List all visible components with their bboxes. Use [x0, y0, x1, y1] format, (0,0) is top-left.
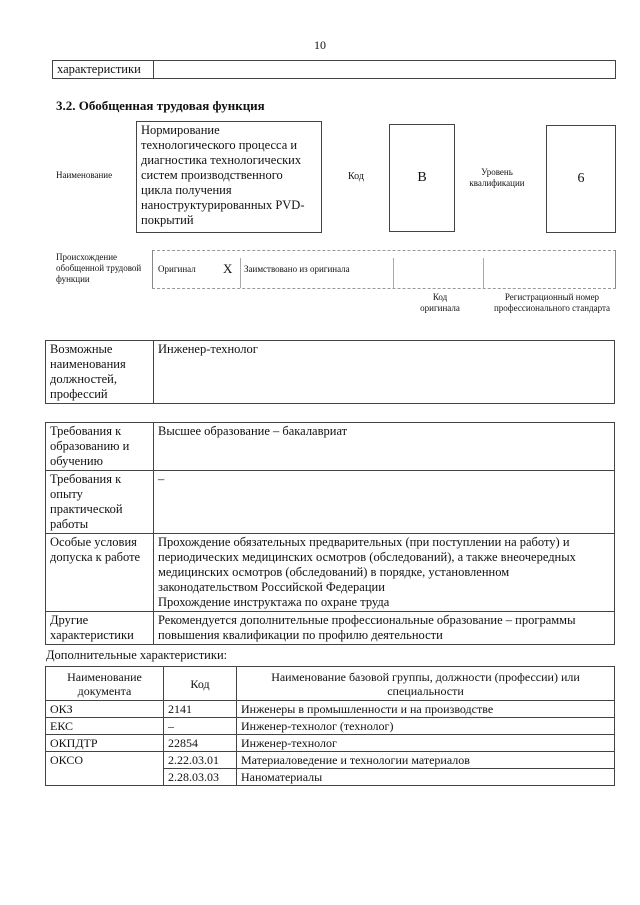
- origin-label: Происхождение обобщенной трудовой функции: [56, 252, 142, 284]
- positions-table: [45, 340, 615, 404]
- cell-code: –: [164, 718, 237, 735]
- additional-title: Дополнительные характеристики:: [46, 648, 228, 662]
- table-row: [46, 718, 615, 735]
- level-label: Уровень квалификации: [469, 167, 525, 188]
- cell-name: Инженер-технолог: [237, 735, 615, 752]
- cell-code: 2.28.03.03: [164, 769, 237, 786]
- positions-value: Инженер-технолог: [154, 341, 615, 404]
- cell-document: ОКПДТР: [46, 735, 164, 752]
- name-label: Наименование: [56, 170, 113, 180]
- top-row-label: характеристики: [57, 62, 141, 76]
- cell-code: 2.22.03.01: [164, 752, 237, 769]
- requirement-label: Требования к образованию и обучению: [46, 423, 154, 471]
- cell-document: ЕКС: [46, 718, 164, 735]
- top-row: [52, 60, 616, 79]
- page-number: 10: [314, 38, 326, 52]
- requirement-line: Прохождение обязательных предварительных (при поступлении на работу) и периодических медицинских осмотров (обследований), а также внеочередных медицинских осмотров (обследований) в порядке, установленном законодательством Российской Федерации: [158, 535, 576, 594]
- level-box: 6: [546, 125, 616, 233]
- cell-name: Наноматериалы: [237, 769, 615, 786]
- cell-name: Материаловедение и технологии материалов: [237, 752, 615, 769]
- header-code: Код: [164, 667, 237, 701]
- origin-borrowed: Заимствовано из оригинала: [244, 264, 350, 274]
- requirement-label: Другие характеристики: [46, 612, 154, 645]
- origin-original: Оригинал: [158, 264, 196, 274]
- header-document: Наименование документа: [46, 667, 164, 701]
- cell-name: Инженер-технолог (технолог): [237, 718, 615, 735]
- requirement-value: –: [154, 471, 615, 534]
- requirements-table: [45, 422, 615, 645]
- function-name-box: Нормирование технологического процесса и диагностика технологических систем производственного цикла получения наноструктурированных PVD-покрытий: [136, 121, 322, 233]
- reg-number-label: Регистрационный номер профессионального стандарта: [493, 292, 611, 313]
- requirements-row: [46, 534, 615, 612]
- requirements-row: [46, 612, 615, 645]
- cell-code: 22854: [164, 735, 237, 752]
- requirement-label: Особые условия допуска к работе: [46, 534, 154, 612]
- table-row: [46, 735, 615, 752]
- code-box: B: [389, 124, 455, 232]
- requirement-value: [154, 534, 615, 612]
- code-original-label: Код оригинала: [420, 292, 460, 313]
- cell-name: Инженеры в промышленности и на производстве: [237, 701, 615, 718]
- requirement-label: Требования к опыту практической работы: [46, 471, 154, 534]
- cell-document: ОКСО: [46, 752, 164, 786]
- requirement-value: Высшее образование – бакалавриат: [154, 423, 615, 471]
- code-label: Код: [348, 171, 364, 182]
- section-title: 3.2. Обобщенная трудовая функция: [56, 98, 265, 113]
- additional-table: [45, 666, 615, 786]
- cell-document: ОКЗ: [46, 701, 164, 718]
- header-name: Наименование базовой группы, должности (профессии) или специальности: [237, 667, 615, 701]
- origin-mark: X: [223, 261, 233, 276]
- requirement-value: Рекомендуется дополнительные профессиональные образование – программы повышения квалификации по профилю деятельности: [154, 612, 615, 645]
- requirements-row: [46, 471, 615, 534]
- cell-code: 2141: [164, 701, 237, 718]
- positions-label: Возможные наименования должностей, профессий: [46, 341, 154, 404]
- table-row: [46, 701, 615, 718]
- requirements-row: [46, 423, 615, 471]
- table-row: [46, 752, 615, 769]
- requirement-line: Прохождение инструктажа по охране труда: [158, 595, 390, 609]
